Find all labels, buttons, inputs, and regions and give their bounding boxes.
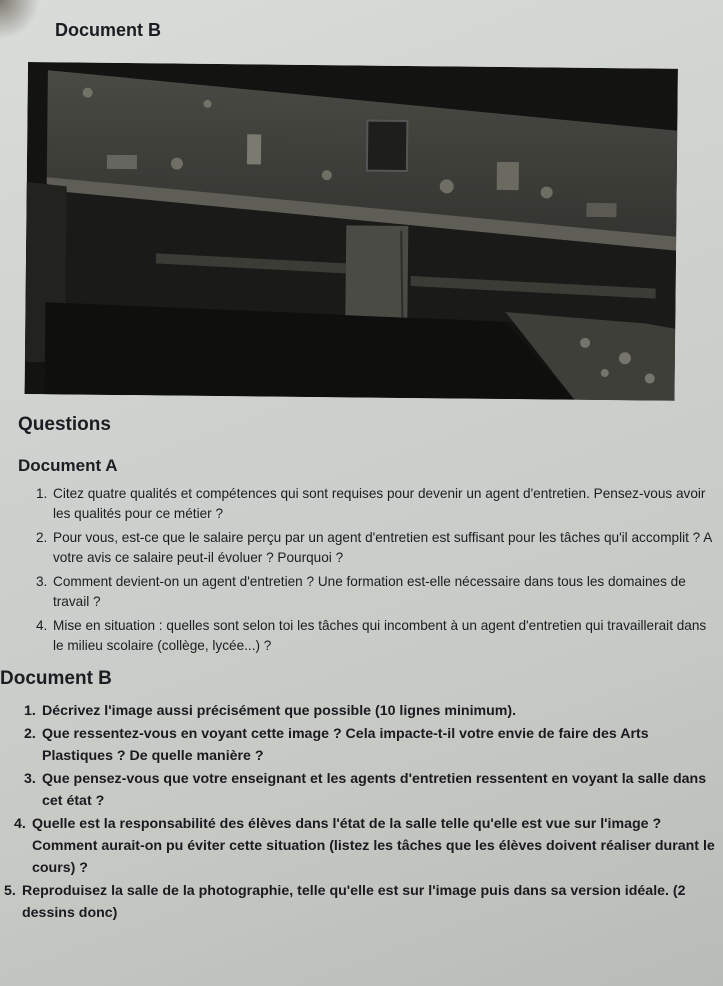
document-b-question-list <box>4 700 719 925</box>
question-text: Mise en situation : quelles sont selon toi les tâches qui incombent à un agent d'entretien qui travaillerait dans le milieu scolaire (collège, lycée...) ? <box>53 618 707 653</box>
question-text: Que pensez-vous que votre enseignant et les agents d'entretien ressentent en voyant la salle dans cet état ? <box>42 771 707 809</box>
question-item <box>4 880 719 924</box>
question-text: Décrivez l'image aussi précisément que possible (10 lignes minimum). <box>42 703 517 719</box>
question-number: 2. <box>24 726 36 742</box>
question-number: 2. <box>36 530 48 545</box>
question-text: Reproduisez la salle de la photographie, telle qu'elle est sur l'image puis dans sa version idéale. (2 dessins donc) <box>22 883 686 921</box>
question-text: Quelle est la responsabilité des élèves dans l'état de la salle telle qu'elle est vue sur l'image ? Comment aurait-on pu éviter cette situation (listez les tâches que les élèves doivent réaliser durant le cours) ? <box>32 816 715 876</box>
document-a-question-list <box>36 484 716 660</box>
questions-heading: Questions <box>18 414 111 435</box>
question-number: 4. <box>14 816 26 832</box>
question-item <box>36 484 716 524</box>
document-b-heading: Document B <box>0 668 112 689</box>
question-text: Que ressentez-vous en voyant cette image ? Cela impacte-t-il votre envie de faire des Arts Plastiques ? De quelle manière ? <box>42 726 649 764</box>
question-number: 4. <box>36 618 48 633</box>
question-item <box>36 528 716 568</box>
question-item <box>24 700 719 722</box>
question-text: Comment devient-on un agent d'entretien ? Une formation est-elle nécessaire dans tous les domaines de travail ? <box>53 574 686 609</box>
page-shadow <box>0 0 40 40</box>
question-item <box>36 572 716 612</box>
question-text: Citez quatre qualités et compétences qui sont requises pour devenir un agent d'entretien. Pensez-vous avoir les qualités pour ce métier ? <box>53 486 706 521</box>
question-item <box>36 616 716 656</box>
question-item <box>14 813 719 879</box>
question-number: 3. <box>36 574 48 589</box>
question-number: 3. <box>24 771 36 787</box>
question-number: 5. <box>4 883 16 899</box>
question-item <box>24 768 719 812</box>
question-number: 1. <box>24 703 36 719</box>
question-text: Pour vous, est-ce que le salaire perçu par un agent d'entretien est suffisant pour les tâches qu'il accomplit ? A votre avis ce salaire peut-il évoluer ? Pourquoi ? <box>53 530 712 565</box>
document-a-heading: Document A <box>18 456 118 475</box>
question-number: 1. <box>36 486 48 501</box>
classroom-photo <box>25 62 678 401</box>
document-b-label: Document B <box>55 20 162 40</box>
question-item <box>24 723 719 767</box>
